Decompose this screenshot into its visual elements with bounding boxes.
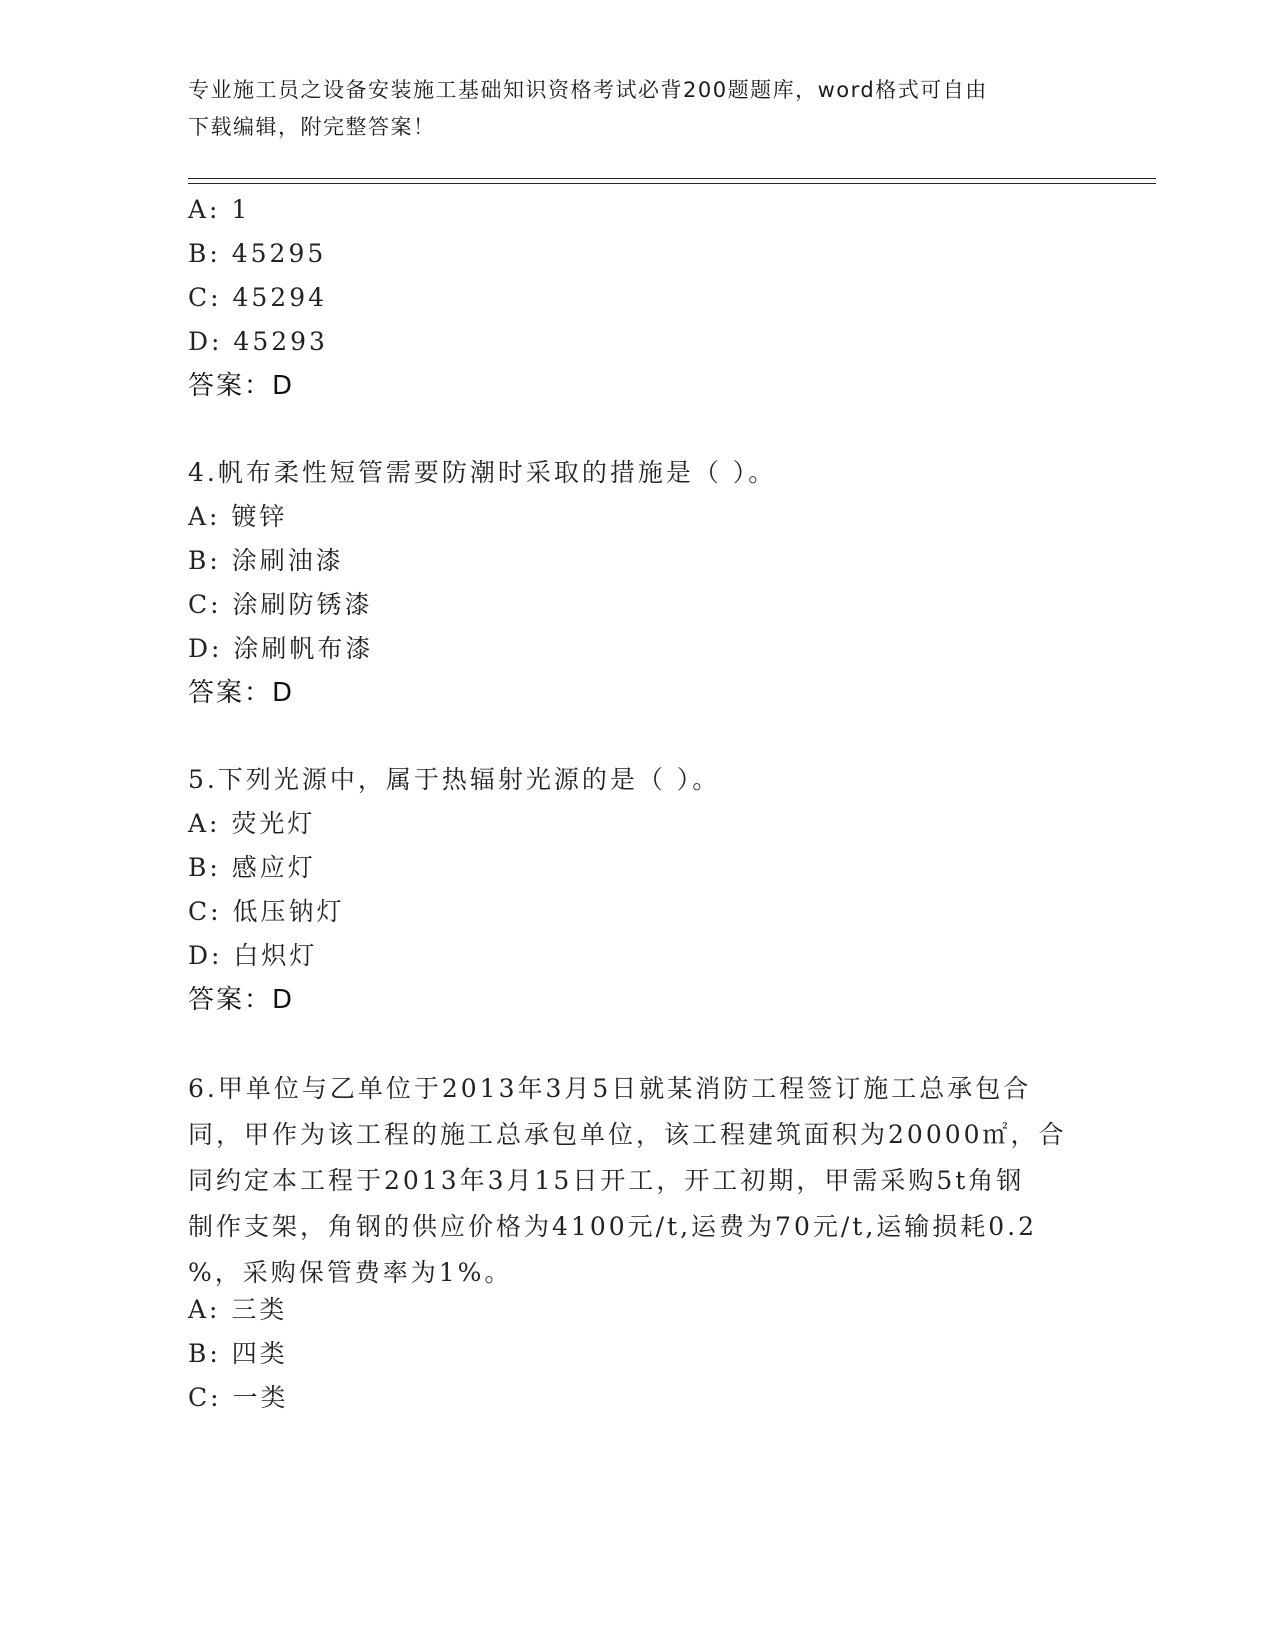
q5-option-a: A: 荧光灯	[188, 809, 316, 838]
q3-option-b: B: 45295	[188, 239, 327, 268]
q4-answer: 答案：D	[188, 678, 295, 708]
header-line-2: 下载编辑，附完整答案！	[188, 115, 436, 139]
header-line-1: 专业施工员之设备安装施工基础知识资格考试必背200题题库，word格式可自由	[188, 78, 988, 102]
q5-option-c: C: 低压钠灯	[188, 897, 345, 926]
q6-option-c: C: 一类	[188, 1383, 289, 1412]
q6-question-line-1: 6.甲单位与乙单位于2013年3月5日就某消防工程签订施工总承包合	[188, 1074, 1032, 1103]
q5-option-d: D: 白炽灯	[188, 941, 318, 970]
q6-question-line-2: 同，甲作为该工程的施工总承包单位，该工程建筑面积为20000㎡，合	[188, 1120, 1067, 1149]
q4-option-a: A: 镀锌	[188, 502, 288, 531]
q6-question-line-3: 同约定本工程于2013年3月15日开工，开工初期，甲需采购5t角钢	[188, 1166, 1025, 1195]
q3-answer: 答案：D	[188, 371, 295, 401]
document-header	[188, 72, 1088, 146]
q4-option-d: D: 涂刷帆布漆	[188, 634, 374, 663]
header-divider-bottom	[188, 183, 1156, 184]
q6-option-b: B: 四类	[188, 1339, 288, 1368]
q3-option-a: A: 1	[188, 195, 251, 224]
q4-option-b: B: 涂刷油漆	[188, 546, 344, 575]
q4-option-c: C: 涂刷防锈漆	[188, 590, 373, 619]
q3-option-c: C: 45294	[188, 283, 328, 312]
q4-question: 4.帆布柔性短管需要防潮时采取的措施是（ ）。	[188, 458, 777, 487]
q5-question: 5.下列光源中，属于热辐射光源的是（ ）。	[188, 765, 721, 794]
header-divider-top	[188, 178, 1156, 179]
q6-question	[188, 1066, 1088, 1296]
q3-option-d: D: 45293	[188, 327, 328, 356]
q6-question-line-4: 制作支架，角钢的供应价格为4100元/t,运费为70元/t,运输损耗0.2	[188, 1212, 1038, 1241]
q6-option-a: A: 三类	[188, 1295, 288, 1324]
q5-answer: 答案：D	[188, 985, 295, 1015]
q6-question-line-5: %，采购保管费率为1%。	[188, 1258, 513, 1287]
q5-option-b: B: 感应灯	[188, 853, 316, 882]
